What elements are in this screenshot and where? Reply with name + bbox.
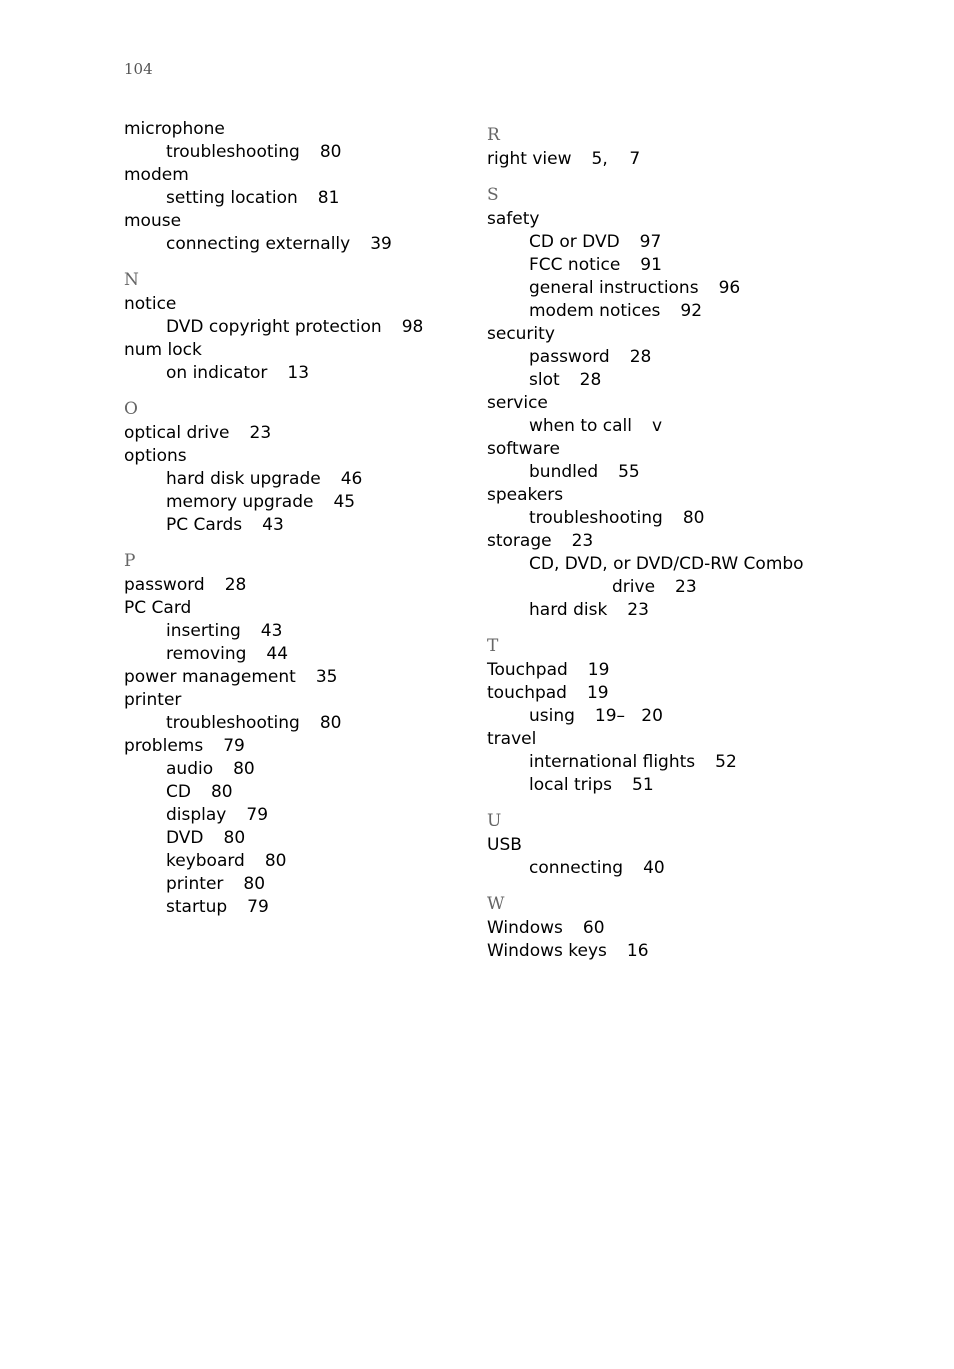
entry-term: security — [487, 324, 555, 344]
index-subentry — [487, 751, 927, 774]
entry-term: slot — [529, 370, 560, 390]
section-letter: T — [487, 636, 499, 656]
index-entry — [487, 917, 927, 940]
entry-term: on indicator — [166, 363, 268, 383]
entry-term: service — [487, 393, 548, 413]
entry-pages: 5, 7 — [591, 149, 641, 169]
index-subentry — [487, 774, 927, 797]
section-letter: R — [487, 125, 500, 145]
index-entry — [487, 484, 927, 507]
entry-term: inserting — [166, 621, 241, 641]
entry-pages: 79 — [223, 736, 245, 756]
index-subentry — [487, 346, 927, 369]
entry-term: CD or DVD — [529, 232, 620, 252]
index-entry — [487, 682, 927, 705]
index-column-right — [487, 120, 927, 974]
entry-pages: 55 — [618, 462, 640, 482]
entry-pages: 80 — [210, 782, 233, 802]
entry-term: keyboard — [166, 851, 245, 871]
entry-term: drive — [612, 577, 656, 597]
entry-pages: 52 — [715, 752, 737, 772]
entry-pages: 23 — [627, 600, 649, 620]
page-number: 104 — [124, 60, 153, 78]
entry-term: speakers — [487, 485, 564, 505]
entry-term: problems — [124, 736, 204, 756]
index-subentry — [487, 415, 927, 438]
section-letter: N — [124, 270, 139, 290]
entry-pages: 80 — [319, 713, 342, 733]
entry-term: setting location — [166, 188, 298, 208]
entry-pages: 79 — [247, 897, 269, 917]
entry-term: modem — [124, 165, 189, 185]
entry-pages: 39 — [370, 234, 392, 254]
entry-term: microphone — [124, 119, 225, 139]
entry-pages: 81 — [317, 188, 340, 208]
index-subentry — [487, 277, 927, 300]
section-letter: W — [487, 894, 505, 914]
entry-term: printer — [166, 874, 224, 894]
index-entry — [487, 530, 927, 553]
index-entry — [487, 148, 927, 171]
index-entry — [487, 728, 927, 751]
entry-pages: 43 — [260, 621, 283, 641]
entry-pages: 23 — [249, 423, 272, 443]
index-entry — [487, 438, 927, 461]
entry-pages: 28 — [629, 347, 652, 367]
entry-term: optical drive — [124, 423, 230, 443]
entry-term: num lock — [124, 340, 202, 360]
entry-pages: 80 — [223, 828, 246, 848]
entry-pages: 45 — [333, 492, 356, 512]
entry-term: DVD — [166, 828, 204, 848]
entry-pages: 23 — [571, 531, 594, 551]
entry-term: connecting — [529, 858, 624, 878]
entry-term: software — [487, 439, 561, 459]
entry-pages: 40 — [643, 858, 665, 878]
index-subentry — [487, 599, 927, 622]
entry-pages: 28 — [579, 370, 602, 390]
entry-pages: 51 — [632, 775, 654, 795]
entry-pages: 46 — [340, 469, 363, 489]
entry-term: startup — [166, 897, 228, 917]
entry-term: bundled — [529, 462, 599, 482]
entry-pages: 19 — [586, 683, 609, 703]
index-subentry — [487, 254, 927, 277]
index-entry — [487, 208, 927, 231]
index-subentry — [487, 507, 927, 530]
entry-term: Windows — [487, 918, 563, 938]
index-section — [487, 808, 927, 880]
entry-pages: 16 — [626, 941, 649, 961]
section-letter: U — [487, 811, 502, 831]
entry-term: hard disk upgrade — [166, 469, 321, 489]
index-entry — [487, 834, 927, 857]
entry-term: hard disk — [529, 600, 608, 620]
entry-term: audio — [166, 759, 214, 779]
entry-term: notice — [124, 294, 177, 314]
entry-term: Touchpad — [487, 660, 568, 680]
entry-term: touchpad — [487, 683, 567, 703]
entry-term: USB — [487, 835, 522, 855]
entry-term: display — [166, 805, 227, 825]
index-entry — [487, 392, 927, 415]
entry-term: DVD copyright protection — [166, 317, 382, 337]
index-section — [487, 633, 927, 797]
index-subentry — [487, 576, 927, 599]
entry-pages: 98 — [401, 317, 424, 337]
entry-term: storage — [487, 531, 552, 551]
entry-term: Windows keys — [487, 941, 607, 961]
entry-term: troubleshooting — [529, 508, 663, 528]
entry-term: password — [529, 347, 610, 367]
entry-term: modem notices — [529, 301, 661, 321]
entry-pages: 79 — [246, 805, 269, 825]
index-entry — [487, 323, 927, 346]
entry-pages: 23 — [675, 577, 697, 597]
entry-term: safety — [487, 209, 540, 229]
entry-term: FCC notice — [529, 255, 621, 275]
entry-pages: 80 — [264, 851, 287, 871]
entry-pages: 43 — [262, 515, 284, 535]
index-entry — [487, 659, 927, 682]
entry-pages: 91 — [640, 255, 662, 275]
entry-term: PC Cards — [166, 515, 243, 535]
entry-pages: 80 — [319, 142, 342, 162]
entry-pages: 80 — [233, 759, 255, 779]
entry-term: password — [124, 575, 205, 595]
index-subentry — [487, 857, 927, 880]
entry-pages: 44 — [266, 644, 289, 664]
entry-term: local trips — [529, 775, 613, 795]
entry-term: options — [124, 446, 187, 466]
entry-term: CD — [166, 782, 191, 802]
entry-term: general instructions — [529, 278, 699, 298]
section-letter: P — [124, 551, 136, 571]
entry-term: when to call — [529, 416, 632, 436]
section-letter: S — [487, 185, 499, 205]
index-entry — [487, 940, 927, 963]
entry-term: connecting externally — [166, 234, 351, 254]
entry-pages: 96 — [718, 278, 741, 298]
index-section — [487, 122, 927, 171]
index-subentry — [487, 231, 927, 254]
index-subentry — [487, 369, 927, 392]
entry-pages: v — [652, 416, 663, 436]
entry-pages: 60 — [582, 918, 605, 938]
entry-term: printer — [124, 690, 182, 710]
entry-pages: 35 — [315, 667, 338, 687]
entry-term: PC Card — [124, 598, 192, 618]
entry-term: international flights — [529, 752, 696, 772]
index-section — [487, 891, 927, 963]
entry-pages: 13 — [287, 363, 310, 383]
entry-pages: 80 — [243, 874, 266, 894]
entry-pages: 80 — [682, 508, 705, 528]
entry-term: power management — [124, 667, 296, 687]
entry-term: troubleshooting — [166, 142, 300, 162]
index-section — [487, 182, 927, 622]
entry-pages: 92 — [680, 301, 703, 321]
entry-pages: 97 — [639, 232, 662, 252]
index-subentry — [487, 705, 927, 728]
entry-term: mouse — [124, 211, 182, 231]
entry-term: using — [529, 706, 575, 726]
section-letter: O — [124, 399, 138, 419]
entry-term: travel — [487, 729, 537, 749]
entry-term: troubleshooting — [166, 713, 300, 733]
index-subentry — [487, 553, 927, 576]
index-subentry — [487, 300, 927, 323]
entry-term: memory upgrade — [166, 492, 314, 512]
entry-pages: 19 — [587, 660, 610, 680]
entry-term: CD, DVD, or DVD/CD-RW Combo — [529, 554, 804, 574]
entry-term: right view — [487, 149, 572, 169]
entry-pages: 19– 20 — [594, 706, 663, 726]
entry-pages: 28 — [224, 575, 247, 595]
entry-term: removing — [166, 644, 247, 664]
index-subentry — [487, 461, 927, 484]
